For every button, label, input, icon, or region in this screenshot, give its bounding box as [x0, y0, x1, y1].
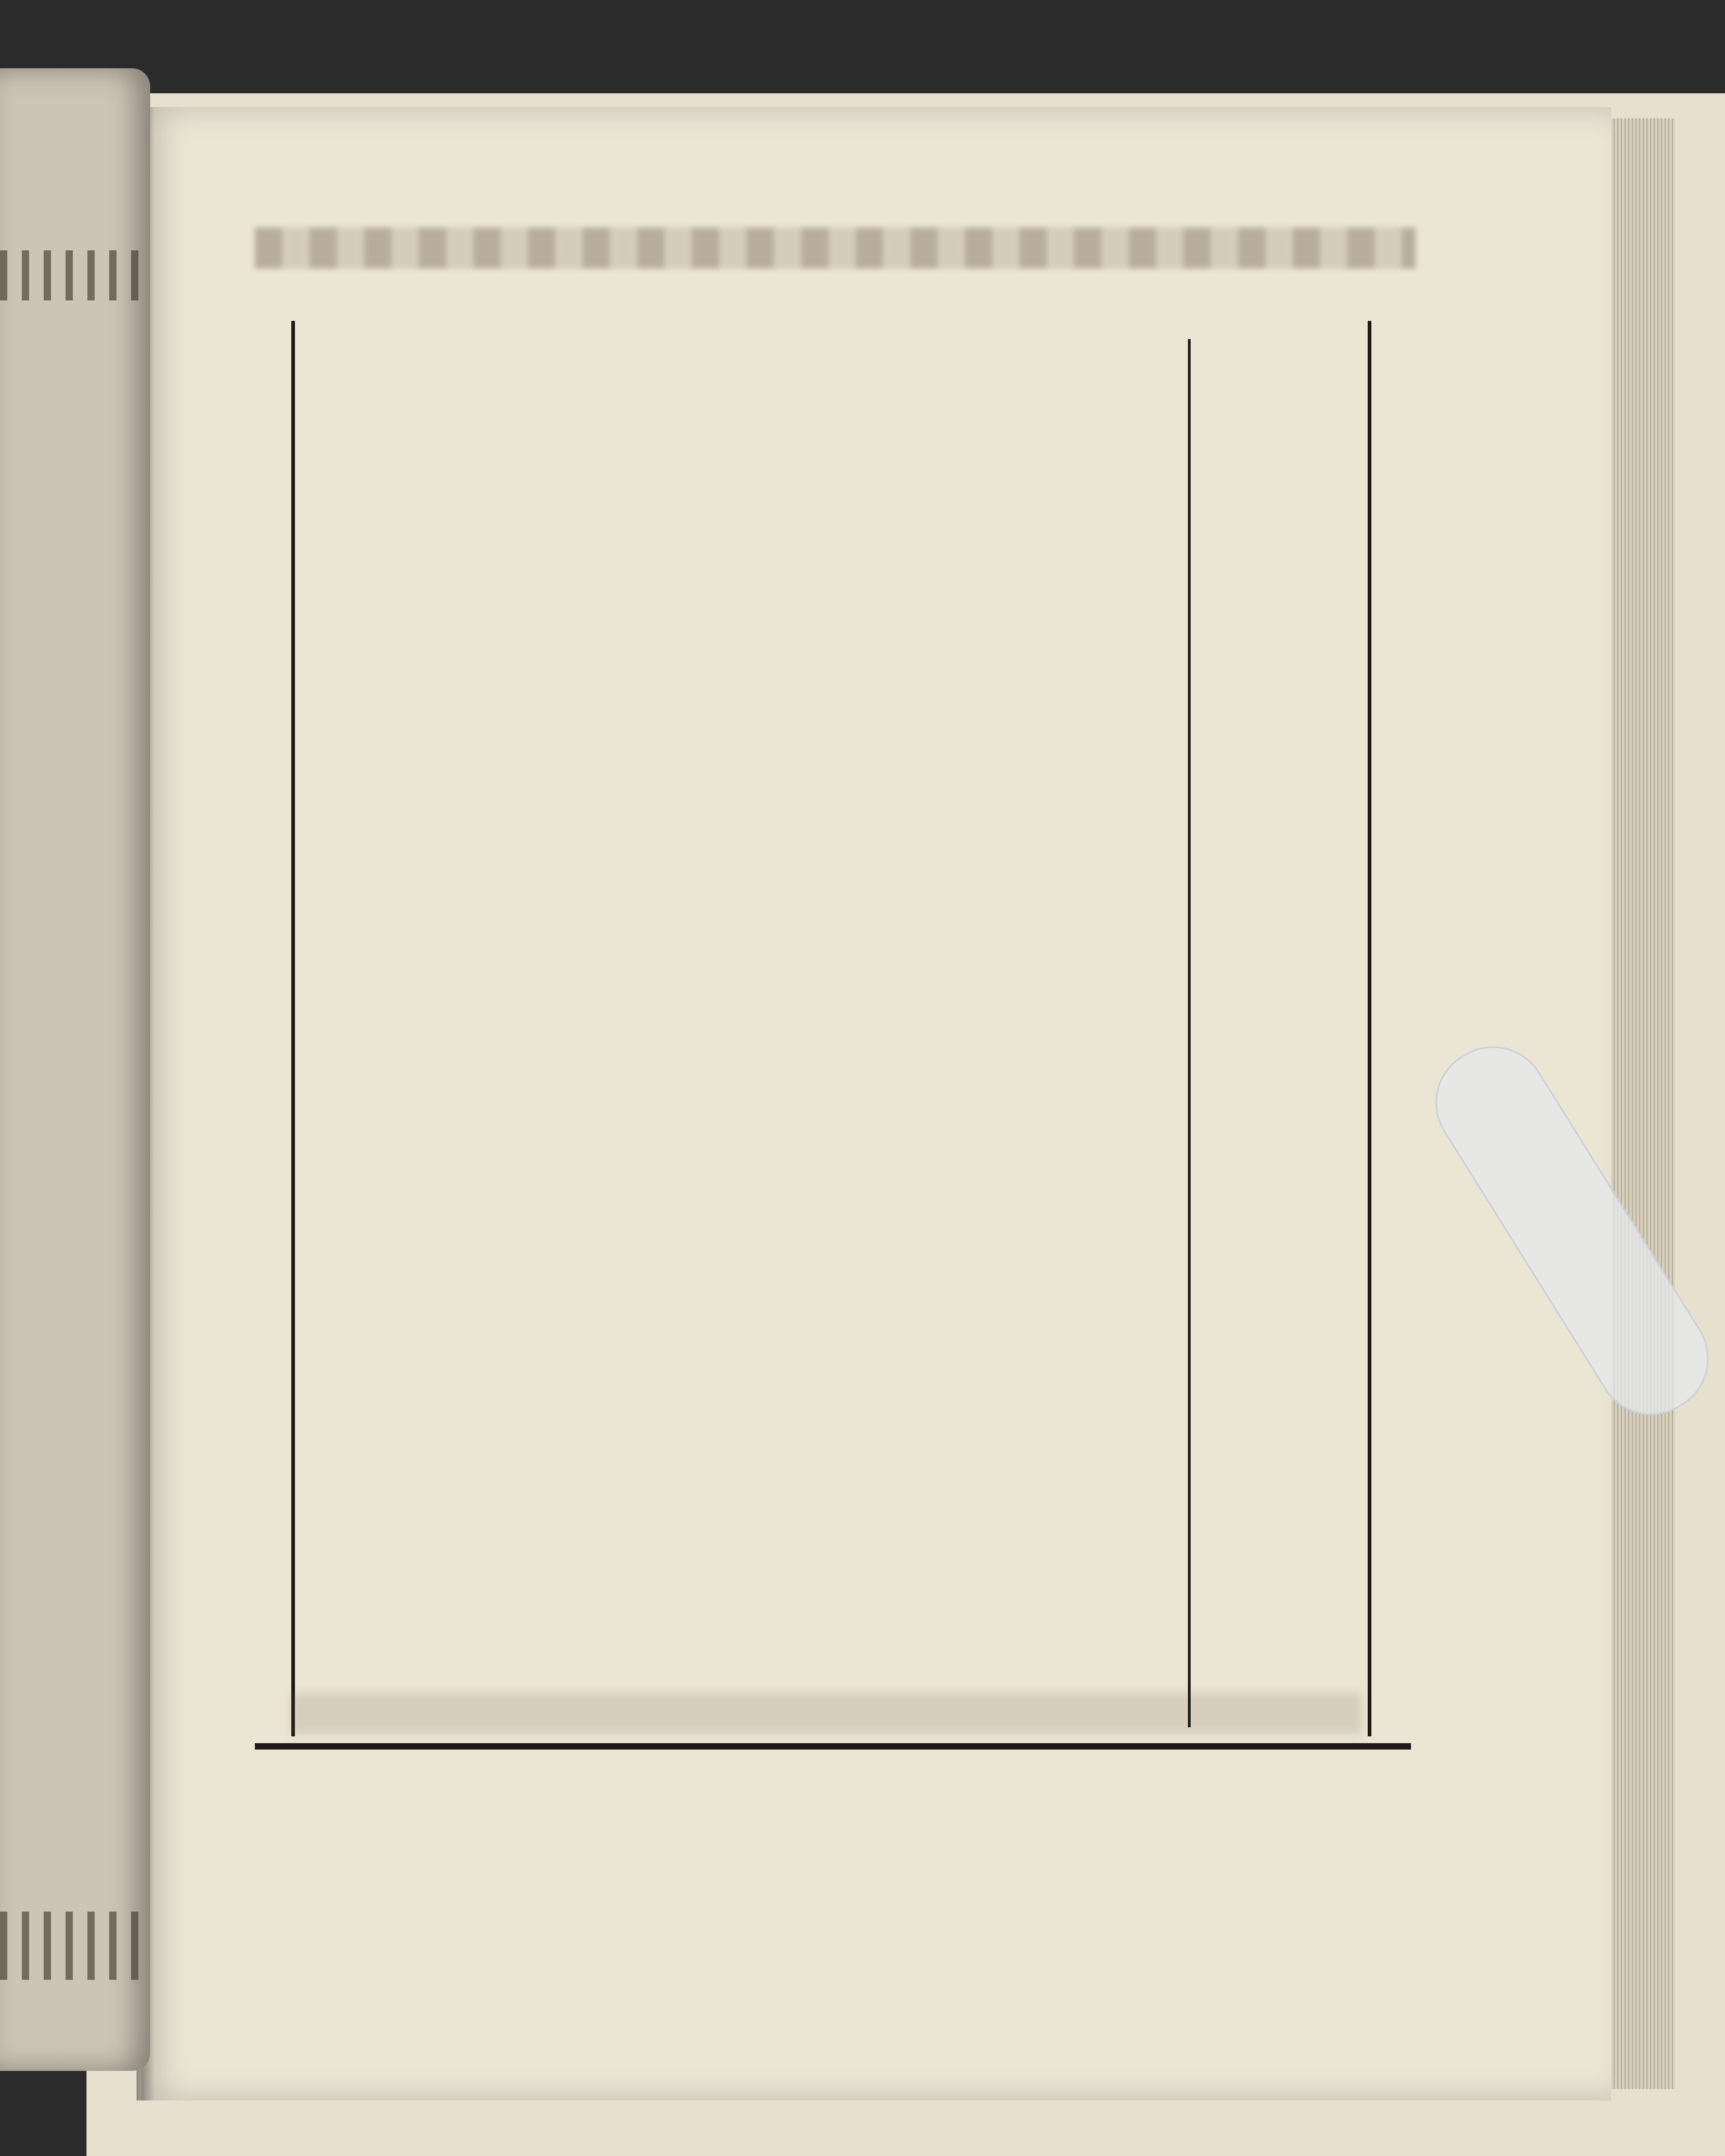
main-text-block — [303, 335, 1177, 1736]
left-page-ornament-top — [0, 250, 146, 300]
ornament-top-border — [246, 269, 1420, 316]
ornament-left-border — [248, 319, 287, 1743]
ornament-right-border — [1377, 319, 1416, 1743]
frame-rule-left — [291, 321, 295, 1736]
catch-line — [303, 1616, 1177, 1657]
left-page-ornament-bottom — [0, 1912, 146, 1980]
frame-rule-right — [1368, 321, 1371, 1736]
left-page — [0, 68, 150, 2071]
ornament-bleed-through — [255, 228, 1416, 269]
ornament-bottom-border — [246, 1743, 1420, 1830]
margin-rule — [1188, 339, 1191, 1727]
